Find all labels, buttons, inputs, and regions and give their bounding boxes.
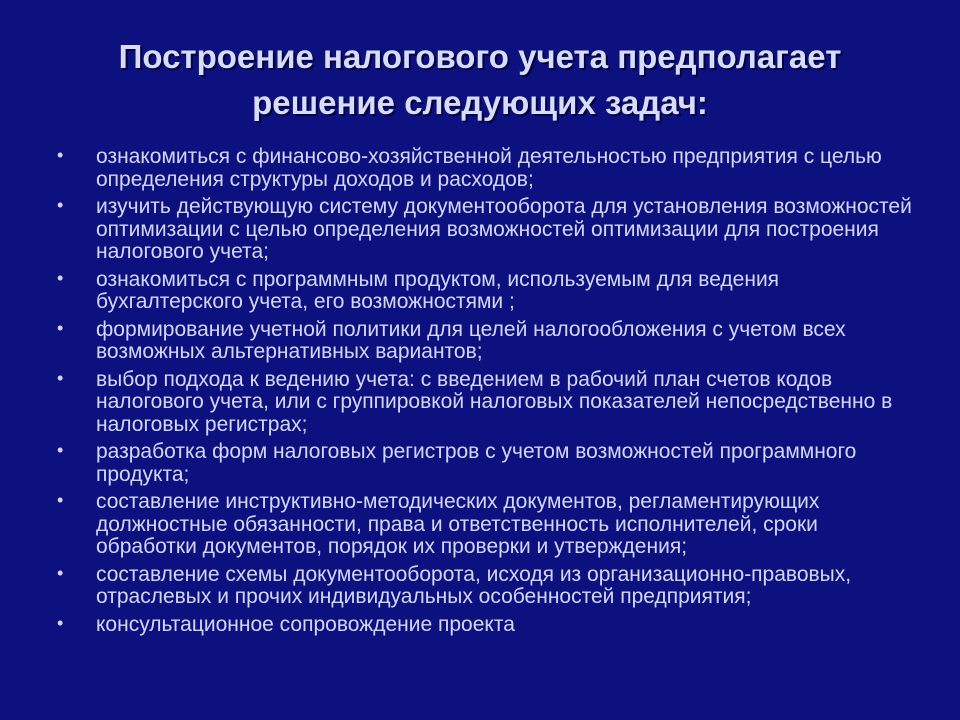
task-list xyxy=(0,146,960,641)
list-item xyxy=(0,196,960,264)
list-item-text: выбор подхода к ведению учета: с введением в рабочий план счетов кодов налогового учета, или с группировкой налоговых показателей непосредственно в налоговых регистрах; xyxy=(96,367,893,436)
bullet-icon: • xyxy=(57,195,64,215)
bullet-icon: • xyxy=(57,562,64,583)
bullet-icon: • xyxy=(57,317,64,338)
list-item-text: изучить действующую систему документооборота для установления возможностей оптимизации с целью определения возможностей оптимизации для построения налогового учета; xyxy=(96,195,912,263)
list-item-text: формирование учетной политики для целей налогообложения с учетом всех возможных альтернативных вариантов; xyxy=(96,317,846,363)
bullet-icon: • xyxy=(57,267,64,288)
list-item-text: ознакомиться с программным продуктом, используемым для ведения бухгалтерского учета, его возможностями ; xyxy=(96,267,780,313)
list-item xyxy=(0,369,960,437)
list-item-text: составление схемы документооборота, исходя из организационно-правовых, отраслевых и прочих индивидуальных особенностей предприятия; xyxy=(96,562,852,608)
bullet-icon: • xyxy=(57,145,64,165)
bullet-icon: • xyxy=(57,440,64,460)
list-item xyxy=(0,614,960,637)
slide-title xyxy=(30,34,930,126)
list-item-text: разработка форм налоговых регистров с учетом возможностей программного продукта; xyxy=(96,440,857,486)
slide-title-line-1: Построение налогового учета предполагает xyxy=(118,38,842,75)
list-item xyxy=(0,319,960,364)
slide-title-line-2: решение следующих задач: xyxy=(252,84,708,121)
list-item xyxy=(0,491,960,559)
list-item xyxy=(0,146,960,191)
list-item-text: составление инструктивно-методических документов, регламентирующих должностные обязанности, права и ответственность исполнителей, сроки обработки документов, порядок их проверки и утверждения; xyxy=(96,490,820,558)
list-item xyxy=(0,441,960,486)
list-item-text: ознакомиться с финансово-хозяйственной деятельностью предприятия с целью определения структуры доходов и расходов; xyxy=(96,145,882,191)
bullet-icon: • xyxy=(57,490,64,510)
list-item xyxy=(0,269,960,314)
list-item-text: консультационное сопровождение проекта xyxy=(96,612,515,636)
bullet-icon: • xyxy=(57,612,64,633)
bullet-icon: • xyxy=(57,367,64,388)
list-item xyxy=(0,564,960,609)
